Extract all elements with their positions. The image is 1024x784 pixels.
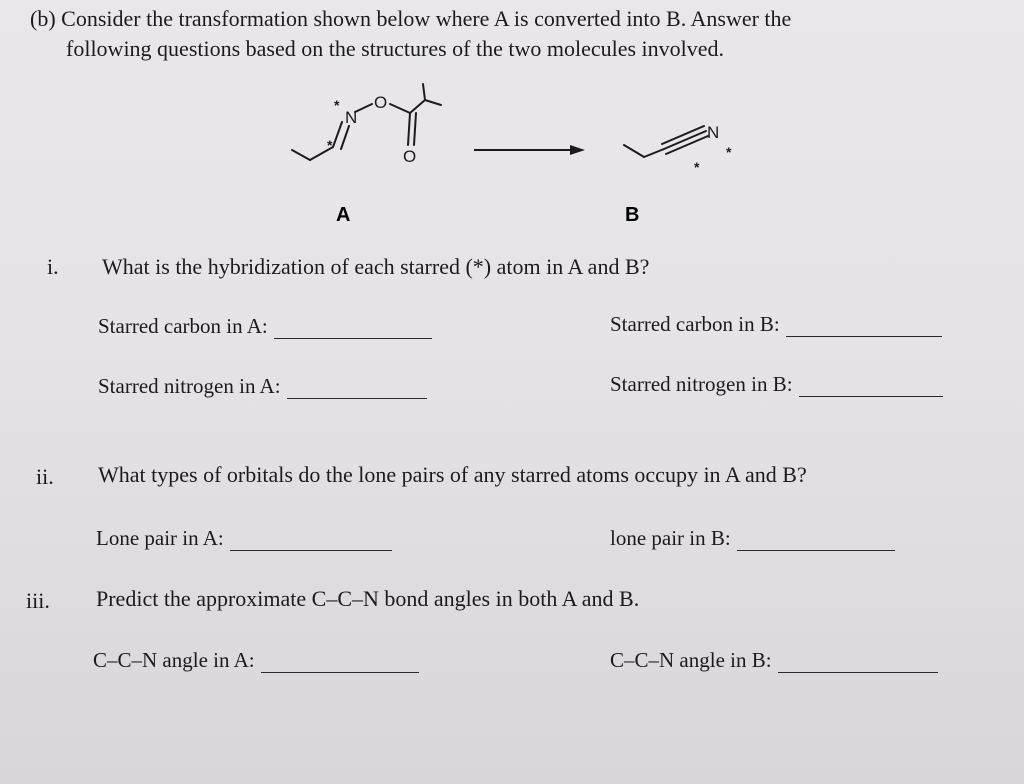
star-carbon-b: * xyxy=(694,159,700,175)
field-label: C–C–N angle in B: xyxy=(610,648,772,672)
molecule-b-label: B xyxy=(625,204,640,226)
intro-line-2: following questions based on the structures of the two molecules involved. xyxy=(66,36,725,61)
field-label: Starred carbon in B: xyxy=(610,312,780,336)
answer-blank[interactable] xyxy=(737,530,895,551)
answer-blank[interactable] xyxy=(230,530,392,551)
field-lone-pair-a xyxy=(96,526,392,551)
field-starred-carbon-b xyxy=(610,312,942,337)
question-2-numeral: ii. xyxy=(36,464,54,489)
field-starred-nitrogen-b xyxy=(610,372,943,397)
star-carbon-a: * xyxy=(327,137,333,153)
atom-n-b: N xyxy=(707,123,720,142)
molecule-a-label: A xyxy=(336,204,351,226)
part-b-label: (b) xyxy=(30,6,56,31)
field-label: C–C–N angle in A: xyxy=(93,648,255,672)
answer-blank[interactable] xyxy=(274,318,432,339)
question-3-numeral: iii. xyxy=(26,588,50,613)
answer-blank[interactable] xyxy=(287,378,427,399)
intro-line-1: Consider the transformation shown below where A is converted into B. Answer the xyxy=(61,6,792,31)
reaction-scheme xyxy=(0,0,1024,240)
field-angle-a xyxy=(93,648,419,673)
answer-blank[interactable] xyxy=(261,652,419,673)
reaction-arrow xyxy=(474,145,585,155)
field-angle-b xyxy=(610,648,938,673)
atom-n-a: N xyxy=(345,108,358,127)
field-label: lone pair in B: xyxy=(610,526,731,550)
field-label: Starred carbon in A: xyxy=(98,314,268,338)
star-nitrogen-a: * xyxy=(334,97,340,113)
question-1-numeral: i. xyxy=(47,254,59,279)
question-1-text: What is the hybridization of each starred (*) atom in A and B? xyxy=(102,254,650,279)
field-starred-nitrogen-a xyxy=(98,374,427,399)
question-2-text: What types of orbitals do the lone pairs of any starred atoms occupy in A and B? xyxy=(98,462,807,487)
field-label: Starred nitrogen in B: xyxy=(610,372,793,396)
star-nitrogen-b: * xyxy=(726,144,732,160)
molecule-b-structure xyxy=(624,126,708,157)
answer-blank[interactable] xyxy=(786,316,942,337)
question-3-text: Predict the approximate C–C–N bond angles in both A and B. xyxy=(96,586,640,611)
molecule-a-structure xyxy=(292,84,441,160)
answer-blank[interactable] xyxy=(799,376,943,397)
atom-o-carbonyl: O xyxy=(403,147,417,166)
field-lone-pair-b xyxy=(610,526,895,551)
answer-blank[interactable] xyxy=(778,652,938,673)
field-label: Lone pair in A: xyxy=(96,526,224,550)
atom-o-ether: O xyxy=(374,93,388,112)
field-label: Starred nitrogen in A: xyxy=(98,374,281,398)
field-starred-carbon-a xyxy=(98,314,432,339)
